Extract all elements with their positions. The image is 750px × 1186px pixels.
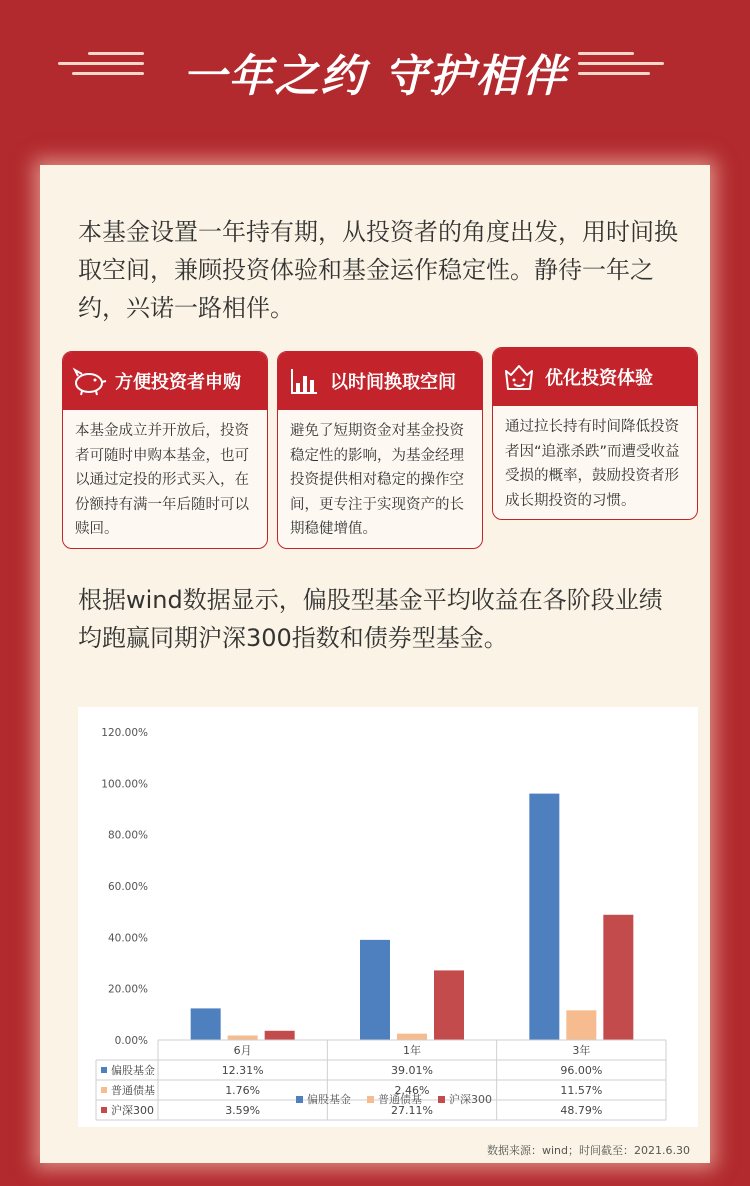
- card-body: 避免了短期资金对基金投资稳定性的影响，为基金经理投资提供相对稳定的操作空间，更专注于实现资产的长期稳健增值。: [290, 423, 464, 537]
- y-tick-label: 100.00%: [101, 778, 148, 791]
- card-header: [278, 352, 482, 410]
- data-label: 2.46%: [394, 1084, 430, 1097]
- table-series-name: 普通债基: [111, 1084, 155, 1097]
- bar: [360, 940, 390, 1040]
- bar: [397, 1034, 427, 1040]
- card-optimize-experience: [492, 347, 698, 520]
- card-title: 优化投资体验: [545, 368, 653, 389]
- card-body: 本基金成立并开放后，投资者可随时申购本基金，也可以通过定投的形式买入，在份额持有满一年后随时可以赎回。: [75, 423, 249, 537]
- x-tick-label: 3年: [572, 1044, 591, 1057]
- data-label: 96.00%: [560, 1064, 603, 1077]
- header: [0, 0, 750, 140]
- data-label: 1.76%: [225, 1084, 261, 1097]
- table-series-name: 偏股基金: [111, 1064, 155, 1077]
- card-title: 以时间换取空间: [330, 372, 456, 393]
- data-label: 12.31%: [221, 1064, 264, 1077]
- bar: [603, 915, 633, 1040]
- page-title: 一年之约 守护相伴: [182, 51, 568, 102]
- x-tick-label: 1年: [403, 1044, 421, 1057]
- legend-label: 沪深300: [449, 1093, 492, 1106]
- bar: [265, 1031, 295, 1040]
- bar: [566, 1010, 596, 1040]
- intro-text: 本基金设置一年持有期，从投资者的角度出发，用时间换取空间，兼顾投资体验和基金运作稳定性。静待一年之约，兴诺一路相伴。: [78, 218, 678, 322]
- bar: [434, 970, 464, 1040]
- legend-label: 偏股基金: [307, 1093, 351, 1106]
- bar-chart-icon: [284, 361, 324, 401]
- data-label: 39.01%: [391, 1064, 433, 1077]
- chart-description: 根据wind数据显示，偏股型基金平均收益在各阶段业绩均跑赢同期沪深300指数和债券型基金。: [78, 586, 663, 652]
- table-legend-swatch: [101, 1107, 107, 1113]
- bar: [529, 794, 559, 1040]
- bar: [228, 1035, 258, 1040]
- card-time-for-space: [277, 351, 483, 549]
- y-tick-label: 20.00%: [107, 983, 148, 996]
- card-title: 方便投资者申购: [115, 372, 241, 393]
- card-body: 通过拉长持有时间降低投资者因“追涨杀跌”而遭受收益受损的概率，鼓励投资者形成长期投资的习惯。: [505, 419, 680, 509]
- table-legend-swatch: [101, 1067, 107, 1073]
- legend-swatch: [367, 1096, 374, 1103]
- table-series-name: 沪深300: [111, 1104, 154, 1117]
- data-source-note: 数据来源：wind；时间截至：2021.6.30: [487, 1144, 690, 1157]
- y-tick-label: 80.00%: [107, 829, 148, 842]
- card-convenient-purchase: [62, 351, 268, 549]
- title-deco-right: [574, 52, 664, 86]
- bar: [191, 1008, 221, 1040]
- card-header: [63, 352, 267, 410]
- bar-chart-svg: [78, 707, 698, 1127]
- data-label: 11.57%: [560, 1084, 603, 1097]
- legend-label: 普通债基: [378, 1093, 422, 1106]
- table-legend-swatch: [101, 1087, 107, 1093]
- data-label: 3.59%: [225, 1104, 261, 1117]
- x-tick-label: 6月: [233, 1044, 252, 1057]
- card-header: [493, 348, 697, 406]
- data-label: 27.11%: [391, 1104, 433, 1117]
- legend-swatch: [438, 1096, 445, 1103]
- y-tick-label: 0.00%: [114, 1035, 148, 1047]
- y-tick-label: 40.00%: [107, 932, 148, 945]
- chart: [78, 707, 698, 1127]
- data-label: 48.79%: [560, 1104, 603, 1117]
- legend-swatch: [296, 1096, 303, 1103]
- y-tick-label: 120.00%: [101, 727, 148, 739]
- content-panel: [40, 165, 710, 1163]
- y-tick-label: 60.00%: [107, 881, 148, 893]
- smile-icon: [499, 357, 539, 397]
- piggy-bank-icon: [69, 361, 109, 401]
